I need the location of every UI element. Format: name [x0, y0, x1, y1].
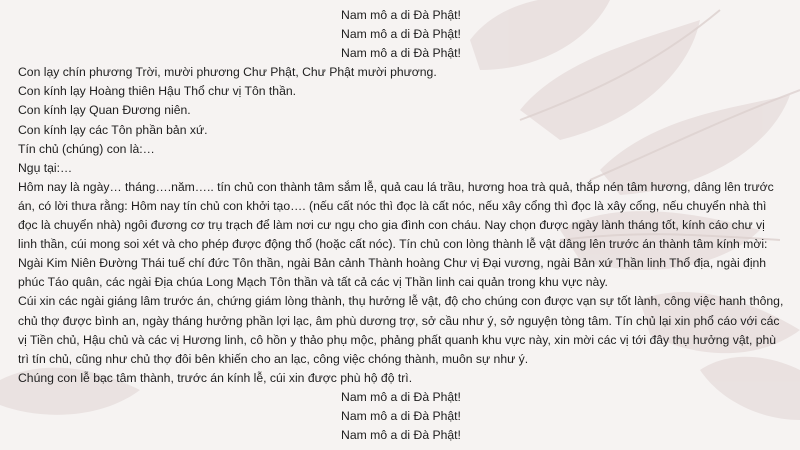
devotee-name-line: Tín chủ (chúng) con là:…: [18, 141, 155, 156]
invocation-line: Nam mô a di Đà Phật!: [341, 389, 461, 404]
invocation-line: Nam mô a di Đà Phật!: [341, 408, 461, 423]
prayer-document: [18, 6, 784, 445]
homage-line: Con kính lạy Hoàng thiên Hậu Thổ chư vị Tôn thần.: [18, 84, 297, 99]
residence-line: Ngụ tại:…: [18, 160, 73, 175]
prayer-paragraph: Hôm nay là ngày… tháng….năm….. tín chủ con thành tâm sắm lễ, quả cau lá trầu, hương hoa trà quả, thắp nén tâm hương, dâng lên trước án, có lời thưa rằng: Hôm nay tín chủ con khởi tạo…. (nếu cất nóc thì đọc là cất nóc, nếu xây cổng thì đọc là xây cổng, nếu chuyển nhà thì đọc là chuyển nhà) ngôi đương cơ trụ trạch để làm nơi cư ngụ cho gia đình con cháu. Nay chọn được ngày lành tháng tốt, kính cáo chư vị linh thần, cúi mong soi xét và cho phép được động thổ (hoặc cất nóc). Tín chủ con lòng thành lễ vật dâng lên trước án thành tâm kính mời: Ngài Kim Niên Đường Thái tuế chí đức Tôn thần, ngài Bản cảnh Thành hoàng Chư vị Đại vương, ngài Bản xứ Thần linh Thổ địa, ngài định phúc Táo quân, các ngài Địa chúa Long Mạch Tôn thần và tất cả các vị Thần linh cai quản trong khu vực này.: [18, 179, 774, 290]
homage-line: Con lạy chín phương Trời, mười phương Chư Phật, Chư Phật mười phương.: [18, 65, 437, 80]
invocation-line: Nam mô a di Đà Phật!: [341, 27, 461, 42]
invocation-line: Nam mô a di Đà Phật!: [341, 428, 461, 443]
invocation-line: Nam mô a di Đà Phật!: [341, 8, 461, 22]
prayer-paragraph: Cúi xin các ngài giáng lâm trước án, chứng giám lòng thành, thụ hưởng lễ vật, độ cho chúng con được vạn sự tốt lành, công việc hanh thông, chủ thợ được bình an, ngày tháng hưởng phần lợi lạc, âm phù dương trợ, sở cầu như ý, sở nguyện tòng tâm. Tín chủ lại xin phổ cáo với các vị Tiền chủ, Hậu chủ và các vị Hương linh, cô hồn y thảo phụ mộc, phảng phất quanh khu vực này, xin mời các vị tới đây thụ hưởng vật, phù trì tín chủ, cũng như chủ thợ đôi bên khiến cho an lạc, công việc chóng thành, muôn sự như ý.: [18, 294, 784, 366]
invocation-line: Nam mô a di Đà Phật!: [341, 46, 461, 61]
homage-line: Con kính lạy các Tôn phần bản xứ.: [18, 122, 208, 137]
homage-line: Con kính lạy Quan Đương niên.: [18, 103, 191, 118]
closing-line: Chúng con lễ bạc tâm thành, trước án kính lễ, cúi xin được phù hộ độ trì.: [18, 370, 413, 385]
